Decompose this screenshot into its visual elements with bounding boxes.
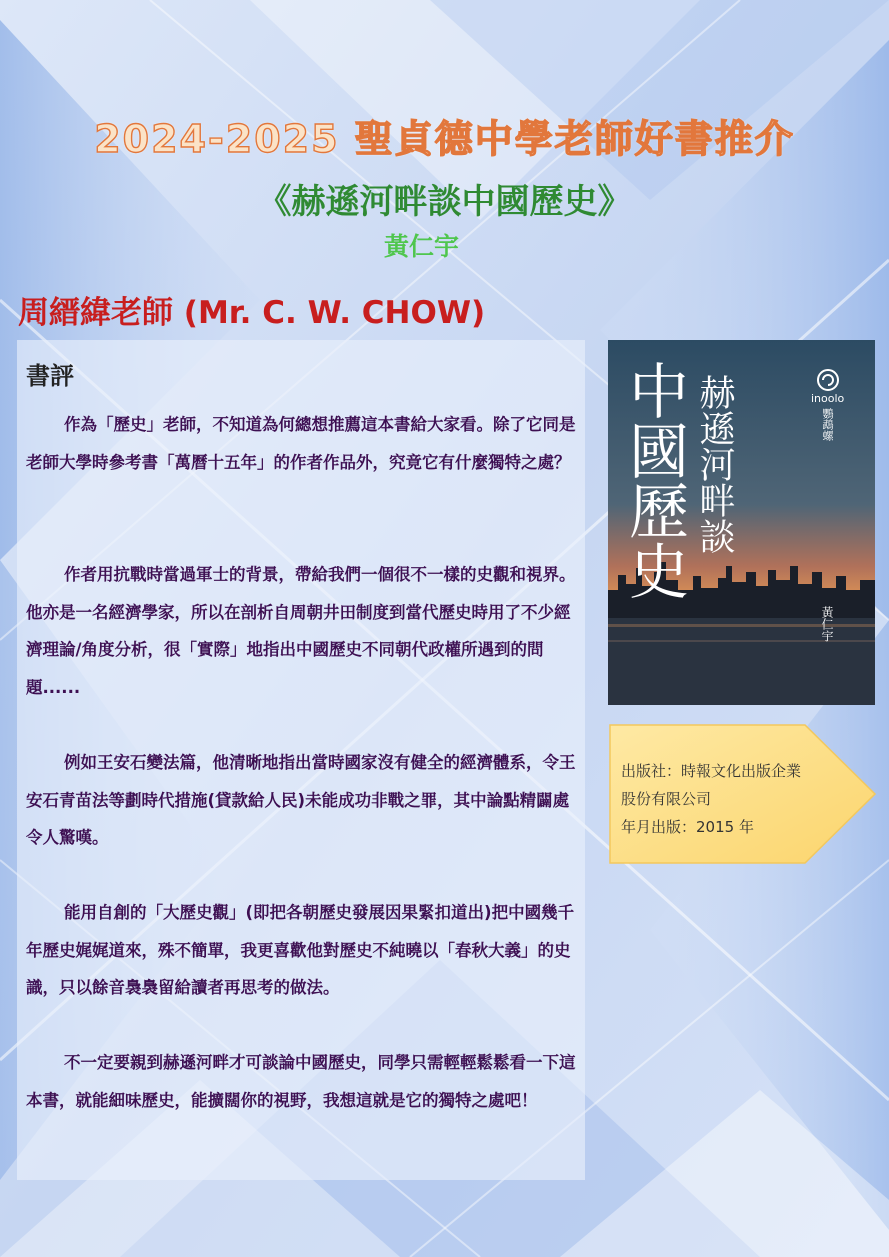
publication-date: 年月出版：2015 年 bbox=[621, 818, 754, 836]
review-paragraph-4: 能用自創的「大歷史觀」(即把各朝歷史發展因果緊扣道出)把中國幾千年歷史娓娓道來，殊不簡單，我更喜歡他對歷史不純曉以「春秋大義」的史識，只以餘音裊裊留給讀者再思考的做法。 bbox=[26, 903, 575, 997]
cover-author: 黃仁宇 bbox=[820, 606, 834, 642]
cover-publisher-logo: inoolo bbox=[811, 392, 845, 405]
publisher-line-2: 股份有限公司 bbox=[621, 790, 712, 808]
book-title: 《赫遜河畔談中國歷史》 bbox=[257, 182, 632, 222]
review-paragraph-1: 作為「歷史」老師，不知道為何總想推薦這本書給大家看。除了它同是老師大學時參考書「萬曆十五年」的作者作品外，究竟它有什麼獨特之處？ bbox=[26, 415, 576, 472]
teacher-name: 周縉緯老師 (Mr. C. W. CHOW) bbox=[18, 295, 486, 331]
cover-title: 中國歷史 bbox=[619, 360, 689, 600]
review-paragraph-2: 作者用抗戰時當過軍士的背景，帶給我們一個很不一樣的史觀和視界。他亦是一名經濟學家，所以在剖析自周朝井田制度到當代歷史時用了不少經濟理論/角度分析，很「實際」地指出中國歷史不同朝代政權所遇到的問題...... bbox=[26, 565, 576, 697]
review-paragraph-5: 不一定要親到赫遜河畔才可談論中國歷史，同學只需輕輕鬆鬆看一下這本書，就能細味歷史，能擴闊你的視野，我想這就是它的獨特之處吧！ bbox=[26, 1053, 576, 1110]
publisher-info bbox=[621, 757, 841, 841]
review-paragraph-3: 例如王安石變法篇，他清晰地指出當時國家沒有健全的經濟體系，令王安石青苗法等劃時代措施(貸款給人民)未能成功非戰之罪，其中論點精闢處令人驚嘆。 bbox=[26, 753, 576, 847]
book-author: 黃仁宇 bbox=[384, 232, 460, 261]
book-cover bbox=[608, 340, 875, 705]
main-title: 2024-2025 聖貞德中學老師好書推介 bbox=[94, 117, 795, 161]
publisher-line-1: 出版社：時報文化出版企業 bbox=[621, 762, 802, 780]
cover-subtitle: 赫遜河畔談 bbox=[694, 374, 735, 554]
cover-publisher-chars: 鸚鵡螺 bbox=[821, 408, 834, 441]
review-heading: 書評 bbox=[26, 362, 74, 390]
